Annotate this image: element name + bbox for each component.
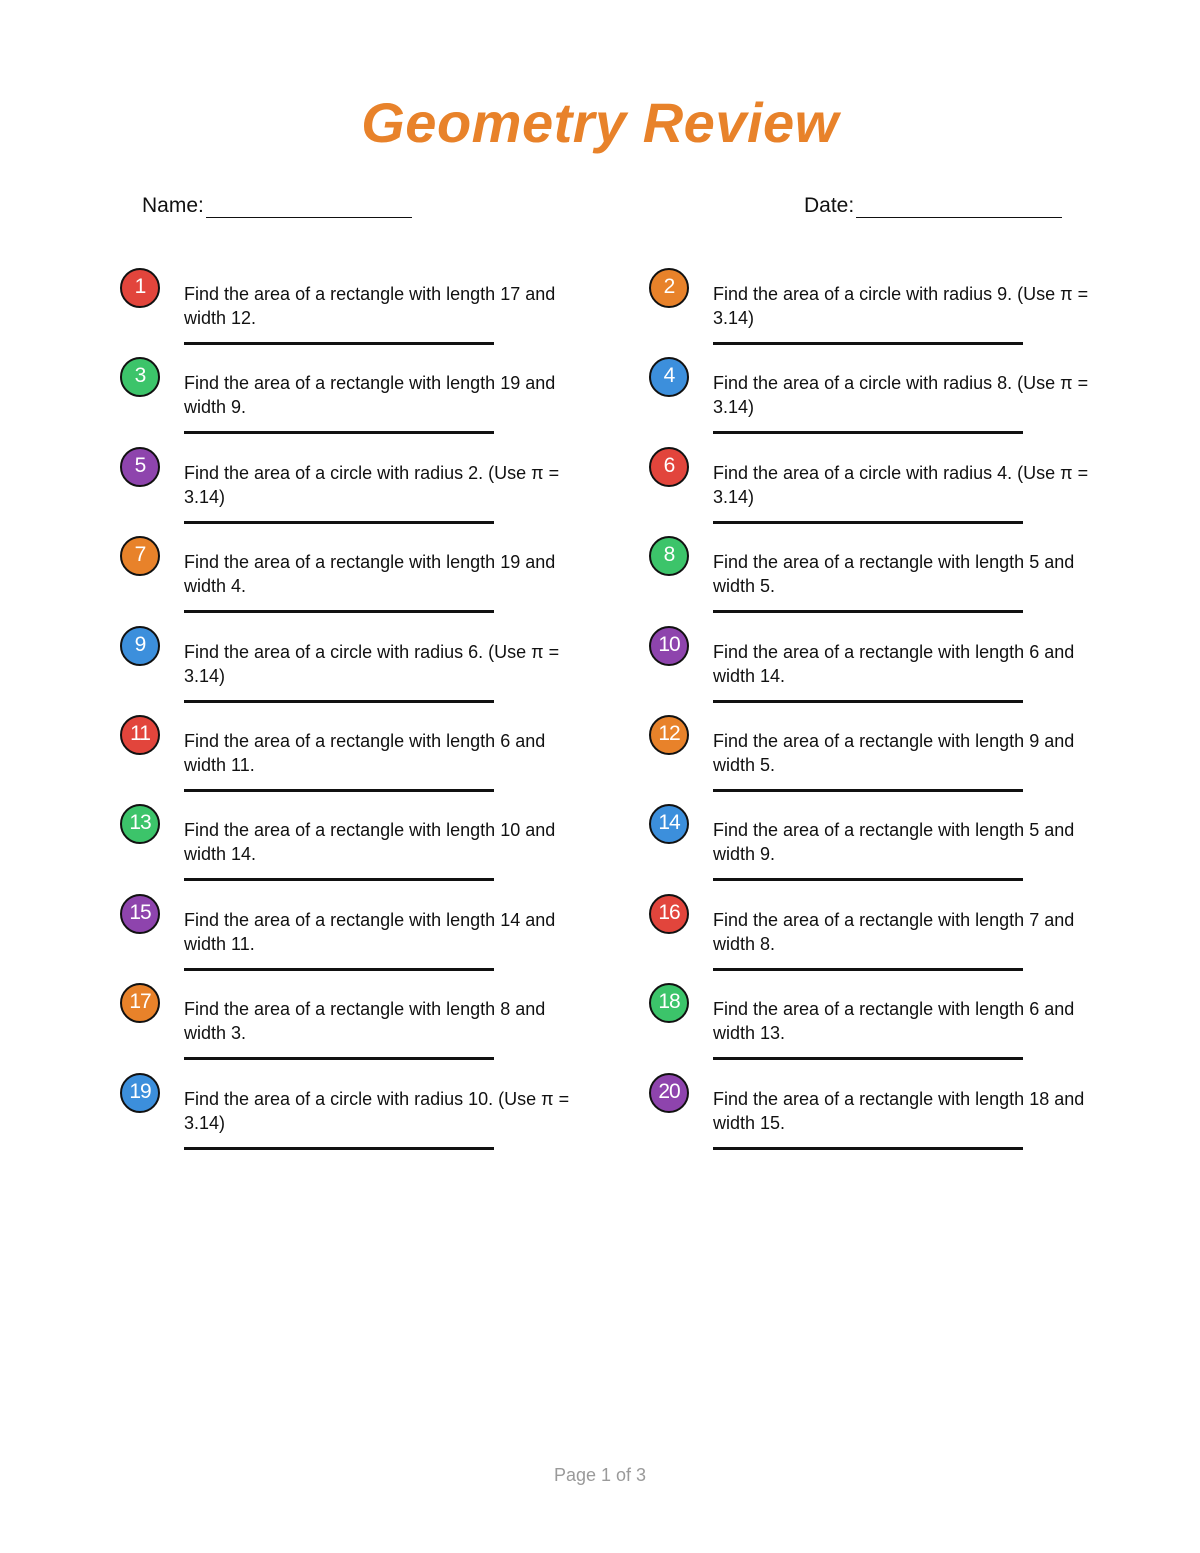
- question-item: [120, 983, 590, 1073]
- answer-line[interactable]: [713, 610, 1023, 613]
- date-blank-line[interactable]: [856, 198, 1062, 218]
- question-number-badge: 16: [649, 894, 689, 934]
- answer-line[interactable]: [184, 1147, 494, 1150]
- question-text: Find the area of a rectangle with length 6 and width 13.: [713, 999, 1075, 1044]
- question-item: [120, 804, 590, 894]
- question-item: [649, 626, 1119, 716]
- name-label: Name:: [142, 194, 204, 217]
- question-number-badge: 1: [120, 268, 160, 308]
- date-label: Date:: [804, 194, 855, 217]
- question-number-badge: 9: [120, 626, 160, 666]
- question-text: Find the area of a circle with radius 4. (Use π = 3.14): [713, 462, 1089, 507]
- question-number-badge: 12: [649, 715, 689, 755]
- question-item: [649, 447, 1119, 537]
- question-text: Find the area of a circle with radius 6. (Use π = 3.14): [184, 641, 560, 686]
- question-text: Find the area of a rectangle with length 5 and width 9.: [713, 820, 1075, 865]
- answer-line[interactable]: [713, 700, 1023, 703]
- page-footer: Page 1 of 3: [553, 1465, 647, 1485]
- answer-line[interactable]: [184, 789, 494, 792]
- question-item: [649, 715, 1119, 805]
- question-number-badge: 14: [649, 804, 689, 844]
- answer-line[interactable]: [713, 968, 1023, 971]
- question-number-badge: 11: [120, 715, 160, 755]
- question-item: [120, 447, 590, 537]
- question-item: [120, 715, 590, 805]
- question-text: Find the area of a rectangle with length 19 and width 9.: [184, 373, 556, 418]
- question-text: Find the area of a rectangle with length 17 and width 12.: [184, 284, 556, 328]
- question-item: [120, 536, 590, 626]
- question-number-badge: 2: [649, 268, 689, 308]
- answer-line[interactable]: [184, 700, 494, 703]
- question-text: Find the area of a circle with radius 9. (Use π = 3.14): [713, 284, 1089, 328]
- question-text: Find the area of a rectangle with length 7 and width 8.: [713, 909, 1075, 954]
- answer-line[interactable]: [713, 342, 1023, 345]
- answer-line[interactable]: [713, 1057, 1023, 1060]
- answer-line[interactable]: [184, 342, 494, 345]
- answer-line[interactable]: [713, 878, 1023, 881]
- question-item: [649, 357, 1119, 447]
- question-number-badge: 13: [120, 804, 160, 844]
- answer-line[interactable]: [713, 521, 1023, 524]
- question-item: [649, 804, 1119, 894]
- question-item: [649, 536, 1119, 626]
- question-text: Find the area of a rectangle with length 19 and width 4.: [184, 552, 556, 597]
- question-text: Find the area of a rectangle with length 14 and width 11.: [184, 909, 556, 954]
- question-number-badge: 17: [120, 983, 160, 1023]
- question-text: Find the area of a rectangle with length 5 and width 5.: [713, 552, 1075, 597]
- question-number-badge: 20: [649, 1073, 689, 1113]
- question-text: Find the area of a rectangle with length 6 and width 11.: [184, 731, 546, 775]
- answer-line[interactable]: [184, 878, 494, 881]
- name-field[interactable]: [142, 194, 412, 218]
- question-text: Find the area of a circle with radius 10. (Use π = 3.14): [184, 1088, 570, 1133]
- question-number-badge: 18: [649, 983, 689, 1023]
- question-text: Find the area of a rectangle with length 6 and width 14.: [713, 641, 1075, 686]
- question-item: [120, 1073, 590, 1163]
- answer-line[interactable]: [184, 968, 494, 971]
- answer-line[interactable]: [184, 521, 494, 524]
- question-item: [120, 626, 590, 716]
- question-item: [120, 268, 590, 358]
- question-number-badge: 7: [120, 536, 160, 576]
- date-field[interactable]: [804, 194, 1062, 218]
- question-number-badge: 19: [120, 1073, 160, 1113]
- question-text: Find the area of a circle with radius 8. (Use π = 3.14): [713, 373, 1089, 418]
- question-text: Find the area of a rectangle with length 9 and width 5.: [713, 731, 1075, 775]
- question-number-badge: 8: [649, 536, 689, 576]
- question-item: [649, 1073, 1119, 1163]
- answer-line[interactable]: [713, 431, 1023, 434]
- answer-line[interactable]: [184, 1057, 494, 1060]
- question-item: [649, 268, 1119, 358]
- answer-line[interactable]: [184, 431, 494, 434]
- name-blank-line[interactable]: [206, 198, 412, 218]
- question-item: [120, 357, 590, 447]
- answer-line[interactable]: [184, 610, 494, 613]
- question-number-badge: 10: [649, 626, 689, 666]
- question-text: Find the area of a circle with radius 2. (Use π = 3.14): [184, 462, 560, 507]
- question-text: Find the area of a rectangle with length 18 and width 15.: [713, 1088, 1085, 1133]
- question-number-badge: 6: [649, 447, 689, 487]
- question-item: [649, 983, 1119, 1073]
- question-number-badge: 5: [120, 447, 160, 487]
- question-number-badge: 3: [120, 357, 160, 397]
- question-number-badge: 15: [120, 894, 160, 934]
- page-title: Geometry Review: [361, 91, 839, 154]
- question-text: Find the area of a rectangle with length 10 and width 14.: [184, 820, 556, 865]
- answer-line[interactable]: [713, 789, 1023, 792]
- question-item: [649, 894, 1119, 984]
- answer-line[interactable]: [713, 1147, 1023, 1150]
- question-number-badge: 4: [649, 357, 689, 397]
- question-text: Find the area of a rectangle with length 8 and width 3.: [184, 999, 546, 1044]
- question-item: [120, 894, 590, 984]
